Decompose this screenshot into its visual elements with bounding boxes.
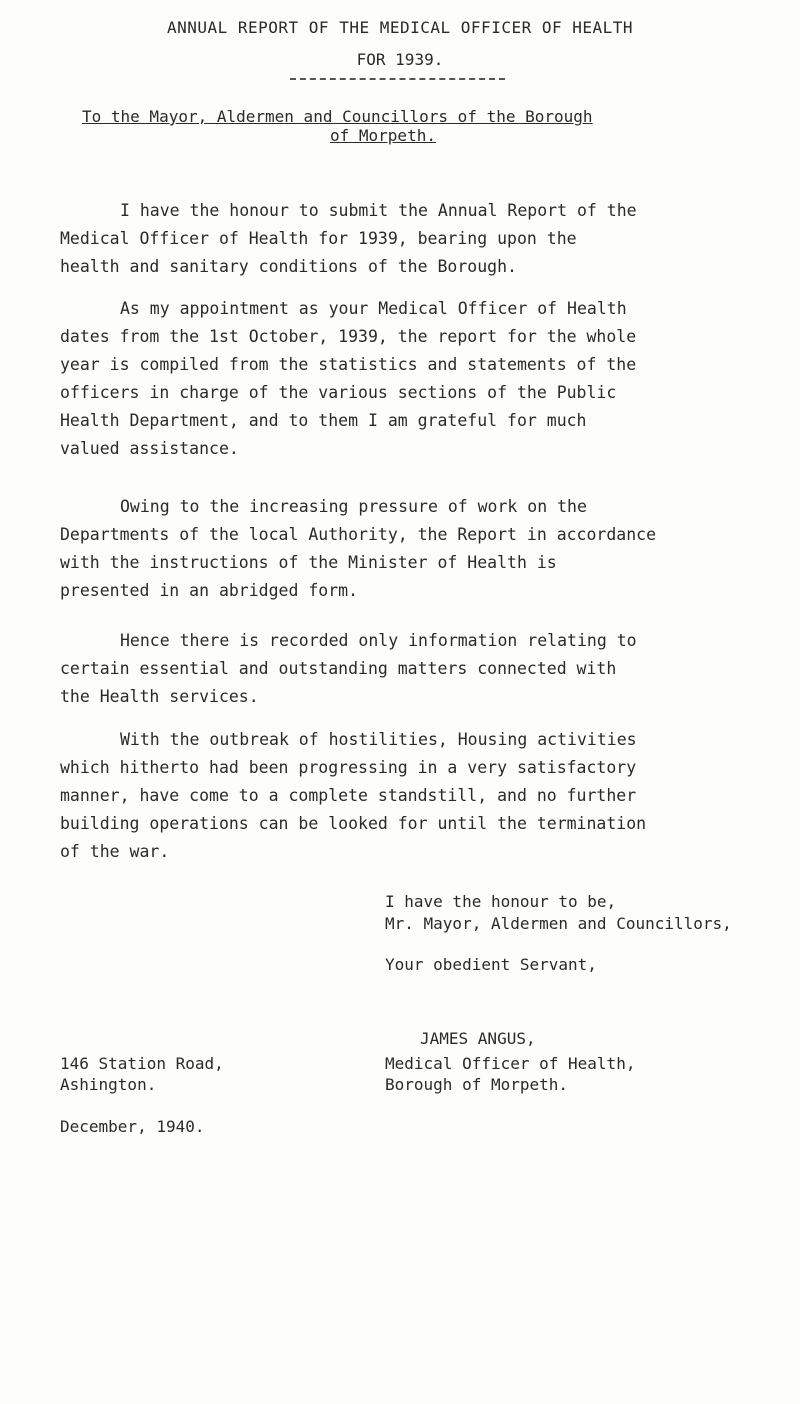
text-line: Health Department, and to them I am grateful for much [60, 411, 587, 430]
paragraph-pressure [60, 493, 760, 605]
text-line: year is compiled from the statistics and statements of the [60, 355, 637, 374]
salutation-line-1: To the Mayor, Aldermen and Councillors of the Borough [82, 107, 593, 126]
signatory-borough: Borough of Morpeth. [385, 1075, 569, 1094]
signatory-title: Medical Officer of Health, [385, 1054, 636, 1073]
text-line: I have the honour to submit the Annual Report of the [120, 201, 637, 220]
report-date: December, 1940. [60, 1117, 205, 1136]
sender-address-line-2: Ashington. [60, 1075, 157, 1094]
text-line: of the war. [60, 842, 170, 861]
text-line: Departments of the local Authority, the Report in accordance [60, 525, 657, 544]
text-line: manner, have come to a complete standstill, and no further [60, 786, 637, 805]
paragraph-information [60, 627, 760, 711]
text-line: certain essential and outstanding matters connected with [60, 659, 617, 678]
text-line: valued assistance. [60, 439, 239, 458]
signatory-name: JAMES ANGUS, [420, 1029, 536, 1048]
text-line: Medical Officer of Health for 1939, bearing upon the [60, 229, 577, 248]
sender-address-line-1: 146 Station Road, [60, 1054, 224, 1073]
text-line: building operations can be looked for until the termination [60, 814, 647, 833]
paragraph-intro [60, 197, 760, 281]
title-divider [290, 78, 505, 80]
text-line: With the outbreak of hostilities, Housing activities [120, 730, 637, 749]
text-line: officers in charge of the various sections of the Public [60, 383, 617, 402]
paragraph-housing [60, 726, 760, 866]
text-line: Hence there is recorded only information relating to [120, 631, 637, 650]
paragraph-appointment [60, 295, 760, 463]
closing-line-1: I have the honour to be, [385, 892, 617, 911]
text-line: health and sanitary conditions of the Borough. [60, 257, 517, 276]
report-year: FOR 1939. [356, 50, 444, 69]
closing-line-2: Mr. Mayor, Aldermen and Councillors, [385, 914, 732, 933]
text-line: the Health services. [60, 687, 259, 706]
closing-line-3: Your obedient Servant, [385, 955, 597, 974]
text-line: Owing to the increasing pressure of work on the [120, 497, 587, 516]
text-line: presented in an abridged form. [60, 581, 359, 600]
text-line: with the instructions of the Minister of Health is [60, 553, 557, 572]
text-line: dates from the 1st October, 1939, the report for the whole [60, 327, 637, 346]
salutation-line-2: of Morpeth. [330, 126, 436, 145]
report-title: ANNUAL REPORT OF THE MEDICAL OFFICER OF HEALTH [166, 18, 634, 37]
text-line: As my appointment as your Medical Officer of Health [120, 299, 627, 318]
text-line: which hitherto had been progressing in a very satisfactory [60, 758, 637, 777]
